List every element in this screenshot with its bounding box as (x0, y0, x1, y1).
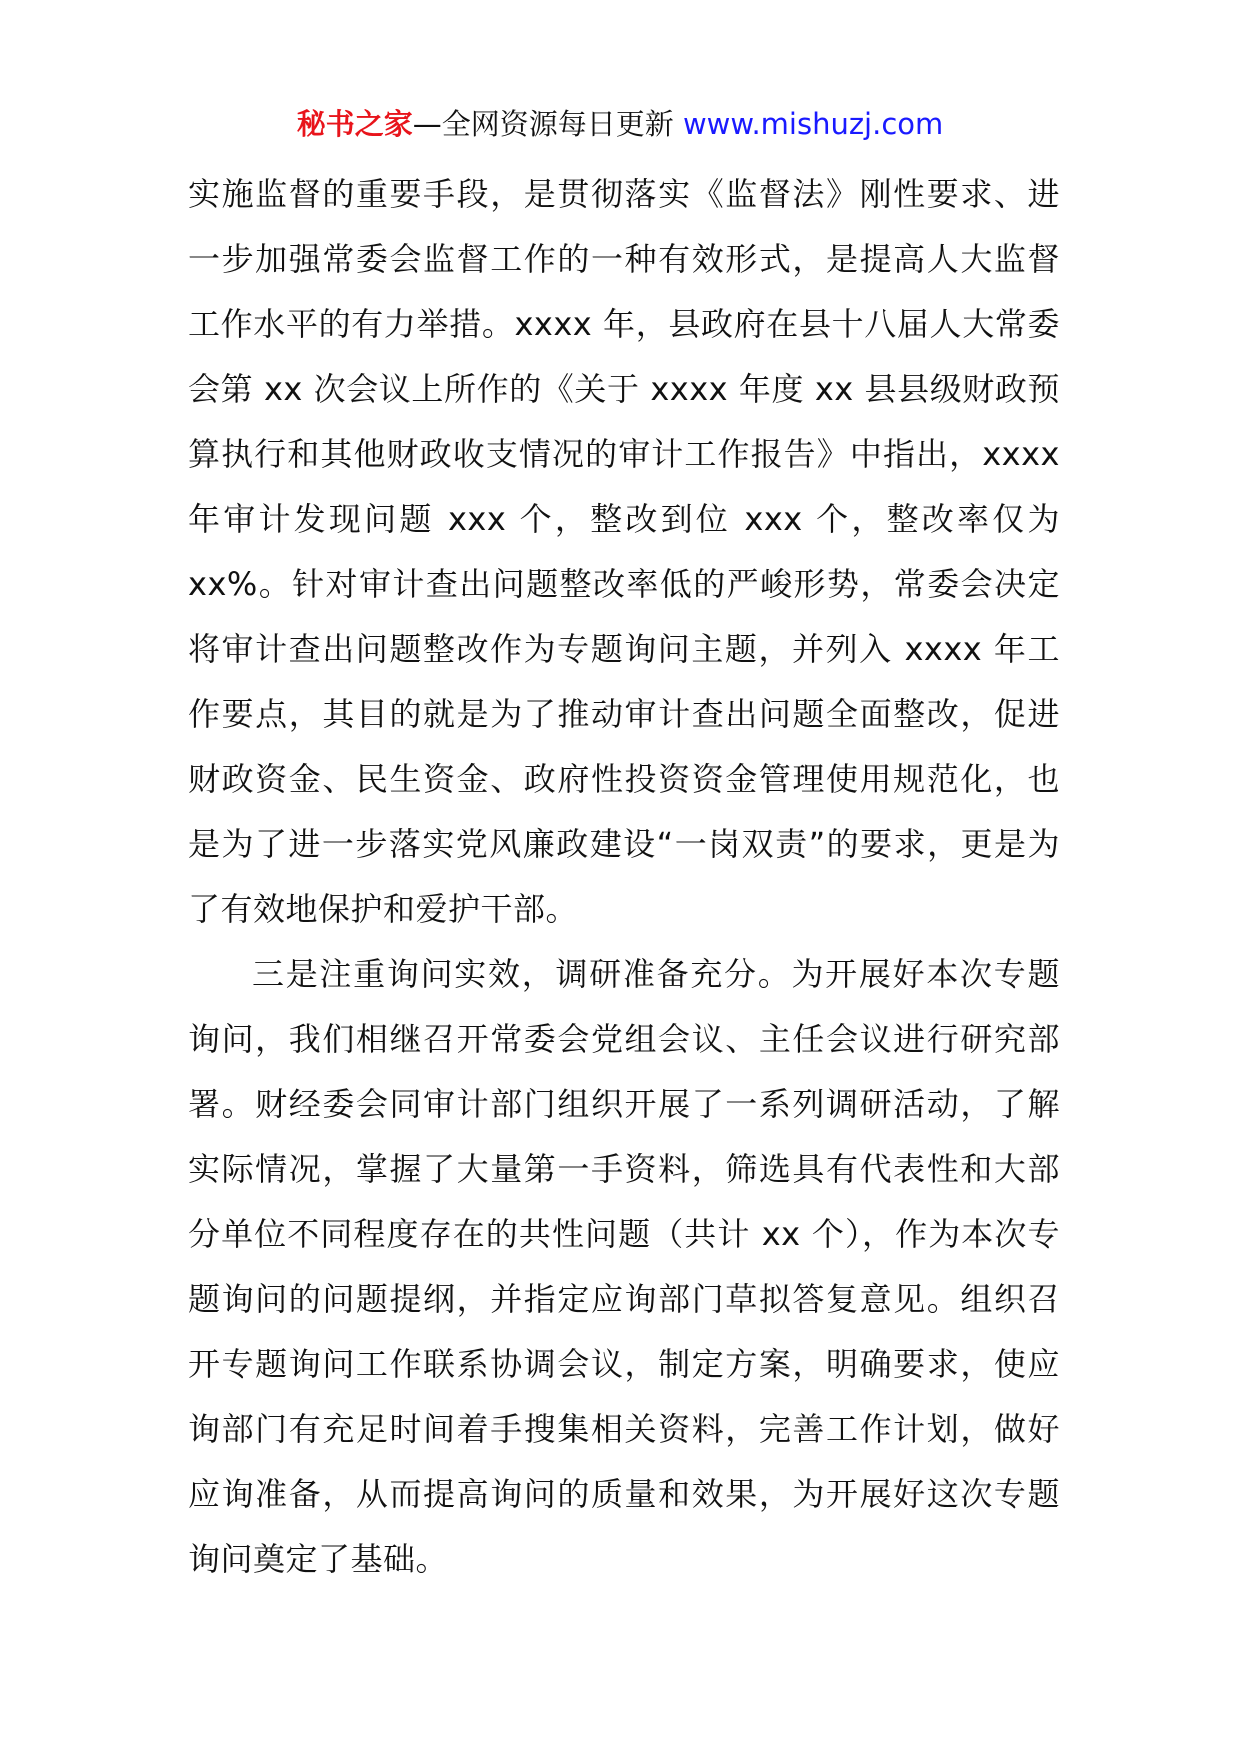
brand-name: 秘书之家 (296, 107, 413, 141)
paragraph-three: 三是注重询问实效，调研准备充分。为开展好本次专题询问，我们相继召开常委会党组会议、主任会议进行研究部署。财经委会同审计部门组织开展了一系列调研活动，了解实际情况，掌握了大量第一手资料，筛选具有代表性和大部分单位不同程度存在的共性问题（共计 xx 个），作为本次专题询问的问题提纲，并指定应询部门草拟答复意见。组织召开专题询问工作联系协调会议，制定方案，明确要求，使应询部门有充足时间着手搜集相关资料，完善工作计划，做好应询准备，从而提高询问的质量和效果，为开展好这次专题询问奠定了基础。 (188, 955, 1060, 1578)
paragraph-continued: 实施监督的重要手段，是贯彻落实《监督法》刚性要求、进一步加强常委会监督工作的一种有效形式，是提高人大监督工作水平的有力举措。xxxx 年，县政府在县十八届人大常委会第 xx 次会议上所作的《关于 xxxx 年度 xx 县县级财政预算执行和其他财政收支情况的审计工作报告》中指出，xxxx 年审计发现问题 xxx 个，整改到位 xxx 个，整改率仅为 xx%。针对审计查出问题整改率低的严峻形势，常委会决定将审计查出问题整改作为专题询问主题，并列入 xxxx 年工作要点，其目的就是为了推动审计查出问题全面整改，促进财政资金、民生资金、政府性投资资金管理使用规范化，也是为了进一步落实党风廉政建设“一岗双责”的要求，更是为了有效地保护和爱护干部。 (188, 175, 1060, 928)
header-tagline: —全网资源每日更新 (412, 107, 683, 141)
document-body (188, 162, 1060, 1592)
site-url[interactable]: www.mishuzj.com (682, 107, 944, 141)
page-header (0, 100, 1240, 148)
